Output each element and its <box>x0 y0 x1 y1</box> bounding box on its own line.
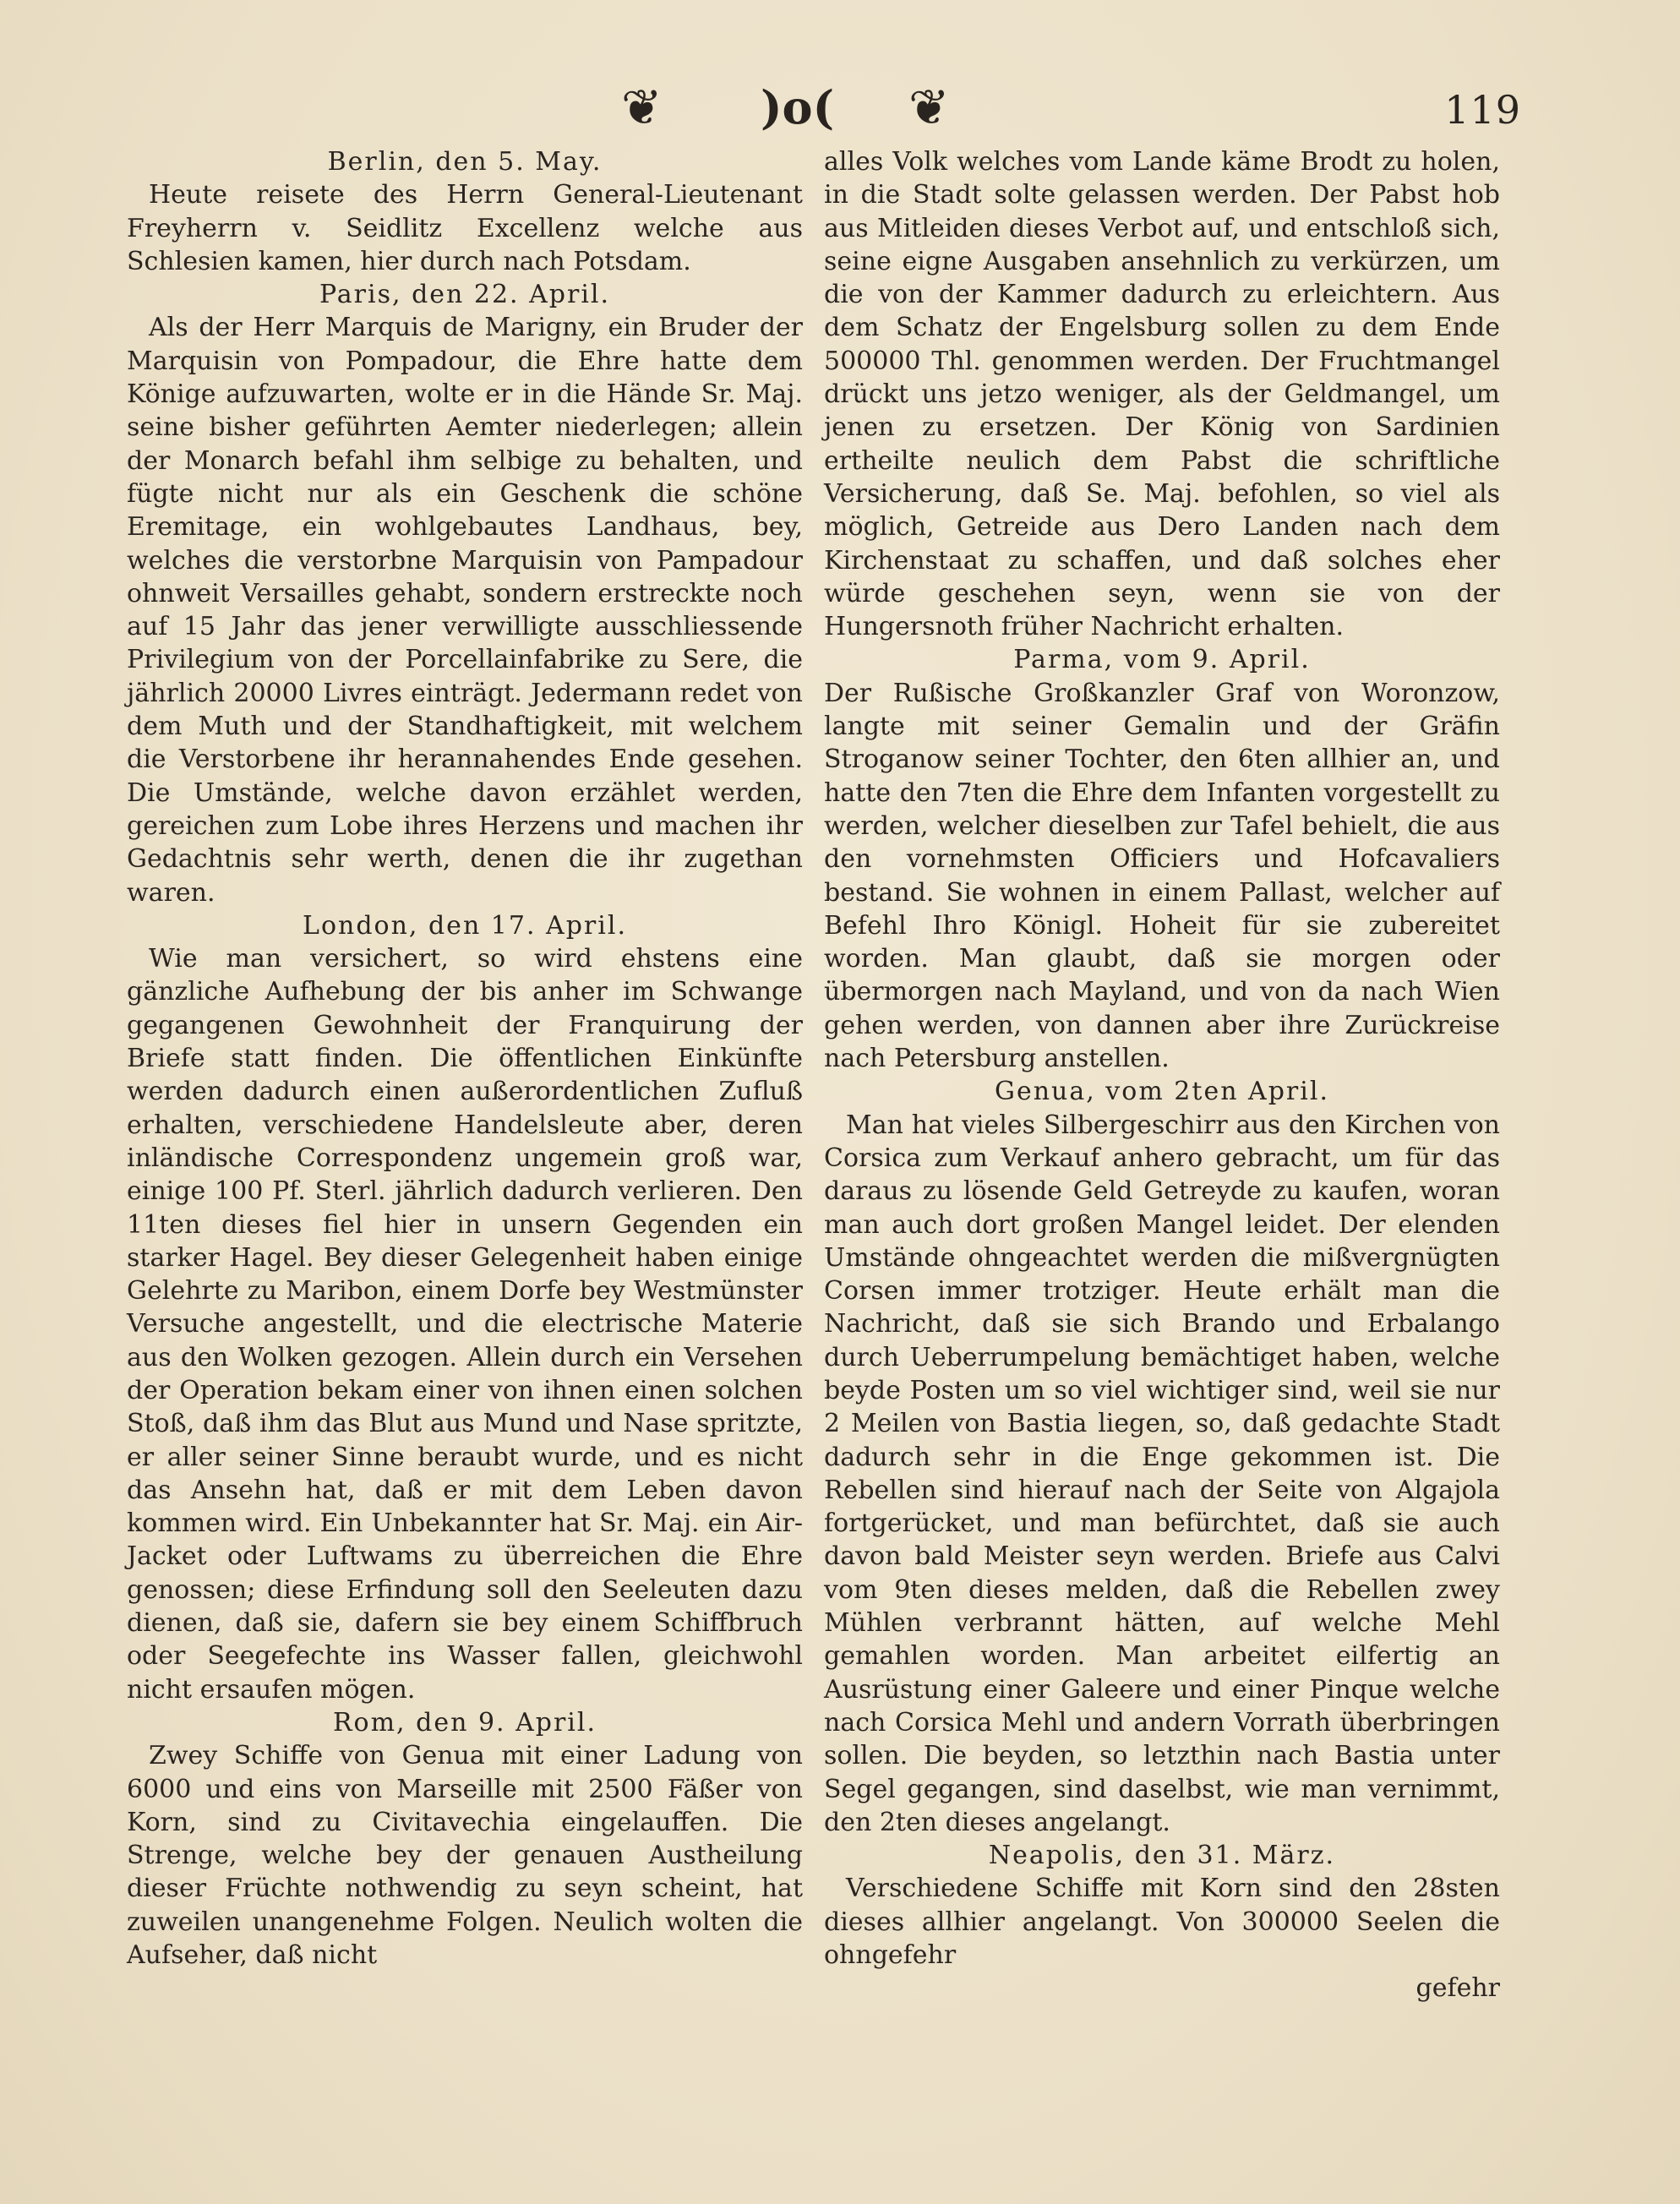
dateline-berlin: Berlin, den 5. May. <box>327 147 603 177</box>
dateline-genua: Genua, vom 2ten April. <box>994 1077 1329 1107</box>
article-rom: Zwey Schiffe von Genua mit einer Ladung von 6000 und eins von Marseille mit 2500 Fäßer von Korn, sind zu Civitavechia eingelauffen. Die Strenge, welche bey der genauen Austheilung dieser Früchte nothwendig zu seyn scheint, hat zuweilen unangenehme Folgen. Neulich wolten die Aufseher, daß nicht <box>127 1741 803 1971</box>
catchword: gefehr <box>1415 1973 1500 2004</box>
article-rom-continued: alles Volk welches vom Lande käme Brodt zu holen, in die Stadt solte gelassen werden. Der Pabst hob aus Mitleiden dieses Verbot auf, und entschloß sich, seine eigne Ausgaben ansehnlich zu verkürzen, um die von der Kammer dadurch zu erleichtern. Aus dem Schatz der Engelsburg sollen zu dem Ende 500000 Thl. genommen werden. Der Fruchtmangel drückt uns jetzo weniger, als der Geldmangel, um jenen zu ersetzen. Der König von Sardinien ertheilte neulich dem Pabst die schriftliche Versicherung, daß Se. Maj. befohlen, so viel als möglich, Getreide aus Dero Landen nach dem Kirchenstaat zu schaffen, und daß solches eher würde geschehen seyn, wenn sie von der Hungersnoth früher Nachricht erhalten. <box>824 147 1500 642</box>
dateline-london: London, den 17. April. <box>303 910 627 941</box>
fleuron-center-icon: )o( <box>761 80 835 134</box>
fleuron-left-icon: ❦ <box>621 79 663 136</box>
right-column <box>824 145 1500 2005</box>
article-london: Wie man versichert, so wird ehstens eine gänzliche Aufhebung der bis anher im Schwange gegangenen Gewohnheit der Franquirung der Briefe statt finden. Die öffentlichen Einkünfte werden dadurch einen außerordentlichen Zufluß erhalten, verschiedene Handelsleute aber, deren inländische Correspondenz ungemein groß war, einige 100 Pf. Sterl. jährlich dadurch verlieren. Den 11ten dieses fiel hier in unsern Gegenden ein starker Hagel. Bey dieser Gelegenheit haben einige Gelehrte zu Maribon, einem Dorfe bey Westmünster Versuche angestellt, und die electrische Materie aus den Wolken gezogen. Allein durch ein Versehen der Operation bekam einer von ihnen einen solchen Stoß, daß ihm das Blut aus Mund und Nase spritzte, er aller seiner Sinne beraubt wurde, und es nicht das Ansehn hat, daß er mit dem Leben davon kommen wird. Ein Unbekannter hat Sr. Maj. ein Air-Jacket oder Luftwams zu überreichen die Ehre genossen; diese Erfindung soll den Seeleuten dazu dienen, daß sie, dafern sie bey einem Schiffbruch oder Seegefechte ins Wasser fallen, gleichwohl nicht ersaufen mögen. <box>127 944 803 1705</box>
page-number: 119 <box>1444 87 1521 133</box>
left-column <box>127 145 803 1972</box>
dateline-neapolis: Neapolis, den 31. März. <box>988 1841 1336 1871</box>
article-parma: Der Rußische Großkanzler Graf von Woronzow, langte mit seiner Gemalin und der Gräfin Stroganow seiner Tochter, den 6ten allhier an, und hatte den 7ten die Ehre dem Infanten vorgestellt zu werden, welcher dieselben zur Tafel behielt, die aus den vornehmsten Officiers und Hofcavaliers bestand. Sie wohnen in einem Pallast, welcher auf Befehl Ihro Königl. Hoheit für sie zubereitet worden. Man glaubt, daß sie morgen oder übermorgen nach Mayland, und von da nach Wien gehen werden, von dannen aber ihre Zurückreise nach Petersburg anstellen. <box>824 678 1500 1074</box>
dateline-paris: Paris, den 22. April. <box>319 280 611 310</box>
article-paris: Als der Herr Marquis de Marigny, ein Bruder der Marquisin von Pompadour, die Ehre hatte dem Könige aufzuwarten, wolte er in die Hände Sr. Maj. seine bisher geführten Aemter niederlegen; allein der Monarch befahl ihm selbige zu behalten, und fügte nicht nur als ein Geschenk die schöne Eremitage, ein wohlgebautes Landhaus, bey, welches die verstorbne Marquisin von Pampadour ohnweit Versailles gehabt, sondern erstreckte noch auf 15 Jahr das jener verwilligte ausschliessende Privilegium von der Porcellainfabrike zu Sere, die jährlich 20000 Livres einträgt. Jedermann redet von dem Muth und der Standhaftigkeit, mit welchem die Verstorbene ihr herannahendes Ende gesehen. Die Umstände, welche davon erzählet werden, gereichen zum Lobe ihres Herzens und machen ihr Gedachtnis sehr werth, denen die ihr zugethan waren. <box>127 313 803 908</box>
article-berlin: Heute reisete des Herrn General-Lieutenant Freyherrn v. Seidlitz Excellenz welche aus Schlesien kamen, hier durch nach Potsdam. <box>127 180 803 276</box>
dateline-rom: Rom, den 9. April. <box>332 1707 597 1738</box>
article-genua: Man hat vieles Silbergeschirr aus den Kirchen von Corsica zum Verkauf anhero gebracht, um für das daraus zu lösende Geld Getreyde zu kaufen, woran man auch dort großen Mangel leidet. Der elenden Umstände ohngeachtet werden die mißvergnügten Corsen immer trotziger. Heute erhält man die Nachricht, daß sie sich Brando und Erbalango durch Ueberrumpelung bemächtiget haben, welche beyde Posten um so viel wichtiger sind, weil sie nur 2 Meilen von Bastia liegen, so, daß gedachte Stadt dadurch sehr in die Enge gekommen ist. Die Rebellen sind hierauf nach der Seite von Algajola fortgerücket, und man befürchtet, daß sie auch davon bald Meister seyn werden. Briefe aus Calvi vom 9ten dieses melden, daß die Rebellen zwey Mühlen verbrannt hätten, auf welche Mehl gemahlen worden. Man arbeitet eilfertig an Ausrüstung einer Galeere und einer Pinque welche nach Corsica Mehl und andern Vorrath überbringen sollen. Die beyden, so letzthin nach Bastia unter Segel gegangen, sind daselbst, wie man vernimmt, den 2ten dieses angelangt. <box>824 1110 1500 1837</box>
fleuron-right-icon: ❦ <box>908 79 950 136</box>
dateline-parma: Parma, vom 9. April. <box>1013 645 1311 675</box>
article-neapolis: Verschiedene Schiffe mit Korn sind den 28sten dieses allhier angelangt. Von 300000 Seelen die ohngefehr <box>824 1874 1500 1971</box>
